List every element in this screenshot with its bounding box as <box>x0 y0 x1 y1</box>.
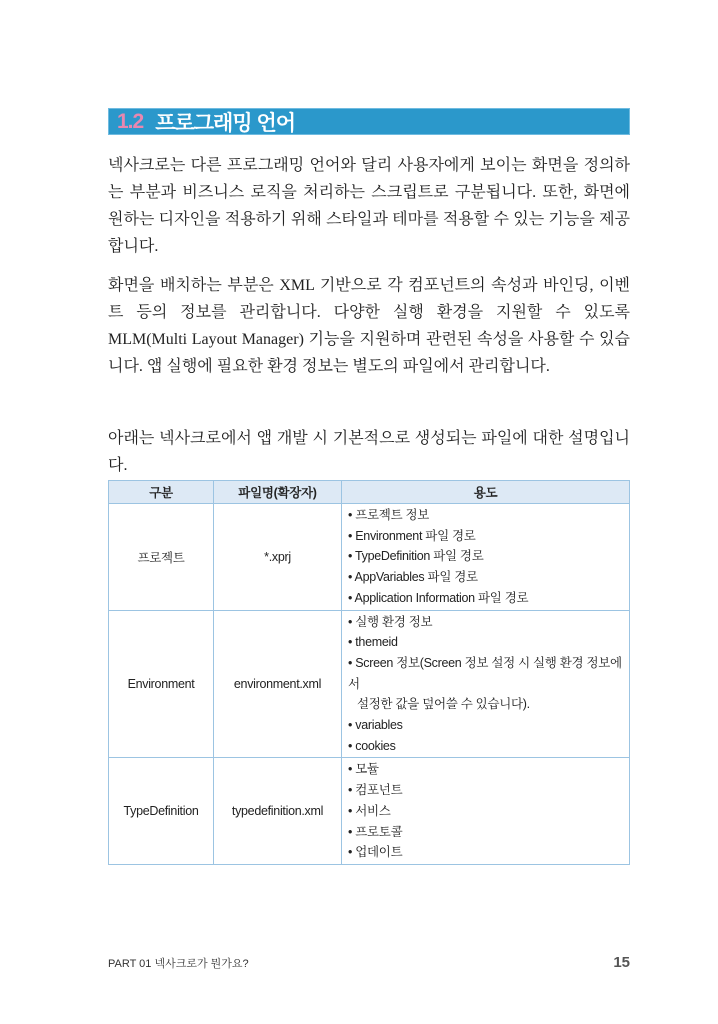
table-header-row <box>109 481 630 504</box>
page-footer <box>108 954 630 971</box>
use-item: • Screen 정보(Screen 정보 설정 시 실행 환경 정보에서 <box>348 655 622 691</box>
table-row <box>109 504 630 611</box>
table-row <box>109 758 630 865</box>
use-item: • 업데이트 <box>348 845 403 860</box>
cell-type: TypeDefinition <box>109 758 214 865</box>
use-item: • 프로젝트 정보 <box>348 508 430 522</box>
header-type: 구분 <box>109 481 214 504</box>
use-item: • 모듈 <box>348 762 379 777</box>
footer-part-title: PART 01 넥사크로가 뭔가요? <box>108 957 249 970</box>
use-item: • variables <box>348 718 403 733</box>
use-item: • Application Information 파일 경로 <box>348 590 529 605</box>
paragraph-1: 넥사크로는 다른 프로그래밍 언어와 달리 사용자에게 보이는 화면을 정의하는 부분과 비즈니스 로직을 처리하는 스크립트로 구분됩니다. 또한, 화면에 원하는 디자인을 적용하기 위해 스타일과 테마를 적용할 수 있는 기능을 제공합니다. <box>108 157 630 255</box>
header-uses: 용도 <box>342 481 630 504</box>
section-number: 1.2 <box>117 109 144 133</box>
use-item: • Environment 파일 경로 <box>348 528 476 543</box>
file-table <box>108 480 630 865</box>
use-item: • themeid <box>348 635 398 650</box>
header-file: 파일명(확장자) <box>214 481 342 504</box>
page-number: 15 <box>613 954 630 971</box>
paragraph-2: 화면을 배치하는 부분은 XML 기반으로 각 컴포넌트의 속성과 바인딩, 이벤트 등의 정보를 관리합니다. 다양한 실행 환경을 지원할 수 있도록 MLM(Multi Layout Manager) 기능을 지원하며 관련된 속성을 사용할 수 있습니다. 앱 실행에 필요한 환경 정보는 별도의 파일에서 관리합니다. <box>108 277 630 375</box>
cell-uses <box>342 504 630 611</box>
use-item: • 컴포넌트 <box>348 783 403 798</box>
use-item: 설정한 값을 덮어쓸 수 있습니다). <box>357 697 530 712</box>
table-row <box>109 610 630 758</box>
use-item: • TypeDefinition 파일 경로 <box>348 549 484 564</box>
cell-uses <box>342 758 630 865</box>
cell-type: Environment <box>109 610 214 758</box>
cell-file: typedefinition.xml <box>214 758 342 865</box>
use-item: • AppVariables 파일 경로 <box>348 570 478 585</box>
section-header <box>108 108 630 135</box>
paragraph-3: 아래는 넥사크로에서 앱 개발 시 기본적으로 생성되는 파일에 대한 설명입니다. <box>108 430 630 474</box>
cell-uses <box>342 610 630 758</box>
cell-file: *.xprj <box>214 504 342 611</box>
use-item: • 프로토콜 <box>348 824 403 839</box>
cell-type: 프로젝트 <box>109 504 214 611</box>
use-item: • cookies <box>348 738 396 753</box>
section-title: 프로그래밍 언어 <box>155 111 296 135</box>
cell-file: environment.xml <box>214 610 342 758</box>
use-item: • 실행 환경 정보 <box>348 614 433 629</box>
use-item: • 서비스 <box>348 803 391 818</box>
